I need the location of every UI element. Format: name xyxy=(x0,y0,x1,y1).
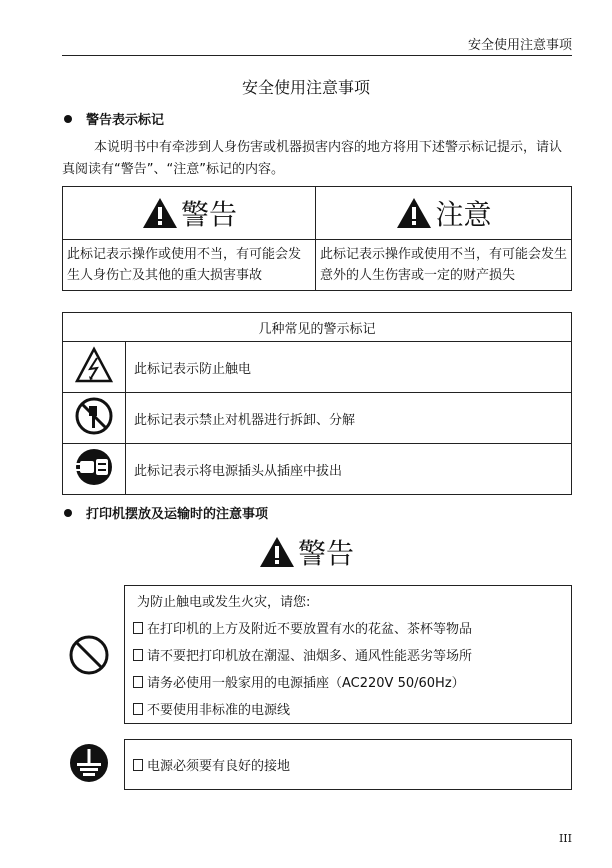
list-item xyxy=(133,618,472,637)
prohibition-icon xyxy=(68,634,110,676)
bullet-icon xyxy=(64,509,72,517)
precaution-intro: 为防止触电或发生火灾，请您: xyxy=(137,595,311,610)
list-item-text: 请不要把打印机放在潮湿、油烟多、通风性能恶劣等场所 xyxy=(147,649,473,664)
fire-shock-precautions-box xyxy=(124,585,572,724)
list-item-text: 电源必须要有良好的接地 xyxy=(147,759,291,774)
page-number: III xyxy=(558,832,572,845)
warning-description: 此标记表示操作或使用不当，有可能会发生人身伤亡及其他的重大损害事故 xyxy=(63,240,316,291)
warning-label: 警告 xyxy=(297,537,354,570)
caution-label: 注意 xyxy=(435,198,492,231)
list-item xyxy=(133,699,290,718)
intro-paragraph: 本说明书中有牵涉到人身伤害或机器损害内容的地方将用下述警示标记提示，请认真阅读有“警告”、“注意”标记的内容。 xyxy=(62,140,563,177)
caution-description: 此标记表示操作或使用不当，有可能会发生意外的人生伤害或一定的财产损失 xyxy=(316,240,572,291)
page-title: 安全使用注意事项 xyxy=(241,78,370,97)
common-marks-title: 几种常见的警示标记 xyxy=(63,313,572,342)
checkbox-icon xyxy=(133,649,143,661)
table-row xyxy=(63,444,572,495)
list-item-text: 请务必使用一般家用的电源插座（AC220V 50/60Hz） xyxy=(147,676,465,691)
list-item xyxy=(133,645,472,664)
bullet-icon xyxy=(64,115,72,123)
warning-cell xyxy=(63,187,316,240)
mark-description: 此标记表示禁止对机器进行拆卸、分解 xyxy=(126,393,572,444)
mark-description: 此标记表示防止触电 xyxy=(126,342,572,393)
section-heading-text: 警告表示标记 xyxy=(86,113,165,128)
warning-caution-table xyxy=(62,186,572,291)
common-marks-table xyxy=(62,312,572,495)
no-disassembly-icon xyxy=(74,396,114,436)
checkbox-icon xyxy=(133,703,143,715)
table-row xyxy=(63,342,572,393)
checkbox-icon xyxy=(133,759,143,771)
warning-triangle-icon xyxy=(141,196,179,230)
checkbox-icon xyxy=(133,676,143,688)
grounding-box xyxy=(124,739,572,790)
list-item-text: 不要使用非标准的电源线 xyxy=(147,703,291,718)
list-item-text: 在打印机的上方及附近不要放置有水的花盆、茶杯等物品 xyxy=(147,622,473,637)
running-header: 安全使用注意事项 xyxy=(467,38,572,53)
section-heading-text: 打印机摆放及运输时的注意事项 xyxy=(86,507,269,522)
table-row xyxy=(63,393,572,444)
ground-icon xyxy=(68,742,110,784)
caution-cell xyxy=(316,187,572,240)
list-item xyxy=(133,755,290,774)
caution-triangle-icon xyxy=(395,196,433,230)
transport-warning-banner xyxy=(0,532,612,572)
section-heading-transport xyxy=(64,503,268,522)
mark-description: 此标记表示将电源插头从插座中拔出 xyxy=(126,444,572,495)
header-rule xyxy=(62,55,572,56)
electric-shock-icon xyxy=(74,346,114,384)
list-item xyxy=(133,672,465,691)
unplug-icon xyxy=(74,447,114,487)
checkbox-icon xyxy=(133,622,143,634)
section-heading-warning-marks xyxy=(64,109,164,128)
warning-triangle-icon xyxy=(258,535,296,569)
warning-label: 警告 xyxy=(180,198,237,231)
